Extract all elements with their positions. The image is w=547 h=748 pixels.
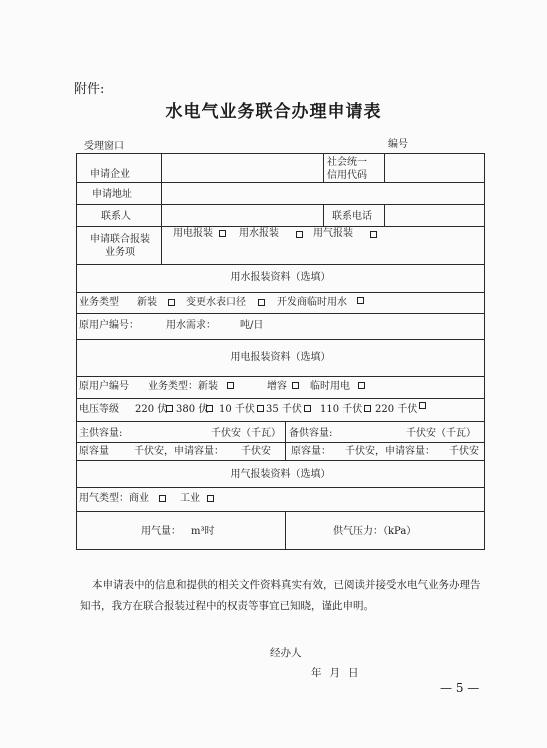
water-section-title: 用水报装资料（选填） bbox=[230, 272, 331, 283]
gas-install-checkbox[interactable] bbox=[370, 231, 377, 238]
water-unit-label: 吨/日 bbox=[240, 320, 264, 331]
kv10-label: 10 千伏 bbox=[219, 404, 255, 415]
elec-original-user-no-label: 原用户编号 bbox=[79, 381, 129, 392]
kv220-label: 220 千伏 bbox=[375, 404, 418, 415]
declaration-text: 本申请表中的信息和提供的相关文件资料真实有效，已阅读并接受水电气业务办理告知书，我方在联合报装过程中的权责等事宜已知晓，谨此申明。 bbox=[80, 579, 481, 612]
water-change-caliber-checkbox[interactable] bbox=[258, 299, 265, 306]
handler-label: 经办人 bbox=[270, 647, 302, 659]
water-install-label: 用水报装 bbox=[239, 228, 279, 239]
elec-new-checkbox[interactable] bbox=[227, 382, 234, 389]
electric-install-checkbox[interactable] bbox=[219, 230, 226, 237]
kv110-label: 110 千伏 bbox=[320, 404, 363, 415]
credit-code-label: 社会统一 信用代码 bbox=[327, 157, 367, 181]
gas-section-title: 用气报装资料（选填） bbox=[230, 469, 331, 480]
orig-capacity-text: 千伏安，申请容量： bbox=[134, 446, 224, 457]
elec-business-type-label: 业务类型：新装 bbox=[148, 381, 218, 392]
v220-label: 220 伏 bbox=[135, 404, 168, 415]
water-change-caliber-label: 变更水表口径 bbox=[186, 297, 246, 308]
water-new-checkbox[interactable] bbox=[168, 299, 175, 306]
v220-checkbox[interactable] bbox=[166, 405, 173, 412]
orig-capacity-unit-2: 千伏安 bbox=[449, 446, 479, 457]
water-business-type-label: 业务类型 bbox=[79, 297, 119, 308]
water-install-checkbox[interactable] bbox=[296, 231, 303, 238]
reception-window-label: 受理窗口 bbox=[84, 141, 124, 152]
backup-capacity-label: 备供容量: bbox=[289, 428, 333, 439]
elec-temp-checkbox[interactable] bbox=[358, 382, 365, 389]
kv35-checkbox[interactable] bbox=[304, 405, 311, 412]
orig-capacity-text-2: 千伏安，申请容量： bbox=[345, 446, 435, 457]
electric-section-title: 用电报装资料（选填） bbox=[230, 352, 331, 363]
water-temp-label: 开发商临时用水 bbox=[277, 297, 347, 308]
attachment-label: 附件: bbox=[74, 82, 105, 97]
kv110-checkbox[interactable] bbox=[364, 405, 371, 412]
main-capacity-unit: 千伏安（千瓦） bbox=[211, 428, 281, 439]
orig-capacity-unit: 千伏安 bbox=[241, 446, 271, 457]
form-title: 水电气业务联合办理申请表 bbox=[165, 102, 382, 122]
voltage-level-label: 电压等级 bbox=[79, 404, 119, 415]
elec-capacity-increase-checkbox[interactable] bbox=[292, 382, 299, 389]
gas-type-label: 用气类型：商业 bbox=[79, 493, 149, 504]
gas-install-label: 用气报装 bbox=[313, 228, 353, 239]
water-temp-checkbox[interactable] bbox=[357, 297, 364, 304]
v380-checkbox[interactable] bbox=[206, 405, 213, 412]
applicant-address-label: 申请地址 bbox=[92, 189, 132, 200]
backup-capacity-unit: 千伏安（千瓦） bbox=[406, 428, 476, 439]
kv220-checkbox[interactable] bbox=[419, 402, 426, 409]
contact-phone-label: 联系电话 bbox=[332, 211, 372, 222]
kv10-checkbox[interactable] bbox=[257, 405, 264, 412]
gas-volume-unit: m³时 bbox=[191, 526, 215, 537]
date-label: 年月日 bbox=[311, 667, 367, 679]
gas-industrial-label: 工业 bbox=[180, 493, 200, 504]
water-demand-label: 用水需求： bbox=[166, 320, 216, 331]
gas-pressure-label: 供气压力：（kPa） bbox=[333, 526, 417, 537]
gas-commercial-checkbox[interactable] bbox=[159, 495, 166, 502]
elec-temp-label: 临时用电 bbox=[310, 381, 350, 392]
original-capacity-label: 原容量 bbox=[79, 446, 109, 457]
page-number: — 5 — bbox=[440, 681, 480, 695]
gas-industrial-checkbox[interactable] bbox=[207, 495, 214, 502]
kv35-label: 35 千伏 bbox=[266, 404, 302, 415]
applicant-company-label: 申请企业 bbox=[90, 169, 130, 180]
electric-install-label: 用电报装 bbox=[173, 228, 213, 239]
original-user-no-label: 原用户编号： bbox=[79, 320, 139, 331]
number-label: 编号 bbox=[388, 139, 408, 150]
v380-label: 380 伏 bbox=[176, 404, 209, 415]
gas-volume-label: 用气量： bbox=[141, 526, 181, 537]
water-new-label: 新装 bbox=[137, 297, 157, 308]
main-capacity-label: 主供容量: bbox=[79, 428, 123, 439]
original-capacity-label-2: 原容量： bbox=[291, 446, 331, 457]
contact-person-label: 联系人 bbox=[101, 211, 131, 222]
elec-capacity-increase-label: 增容 bbox=[267, 381, 287, 392]
joint-items-label: 申请联合报装 业务项 bbox=[90, 234, 150, 258]
